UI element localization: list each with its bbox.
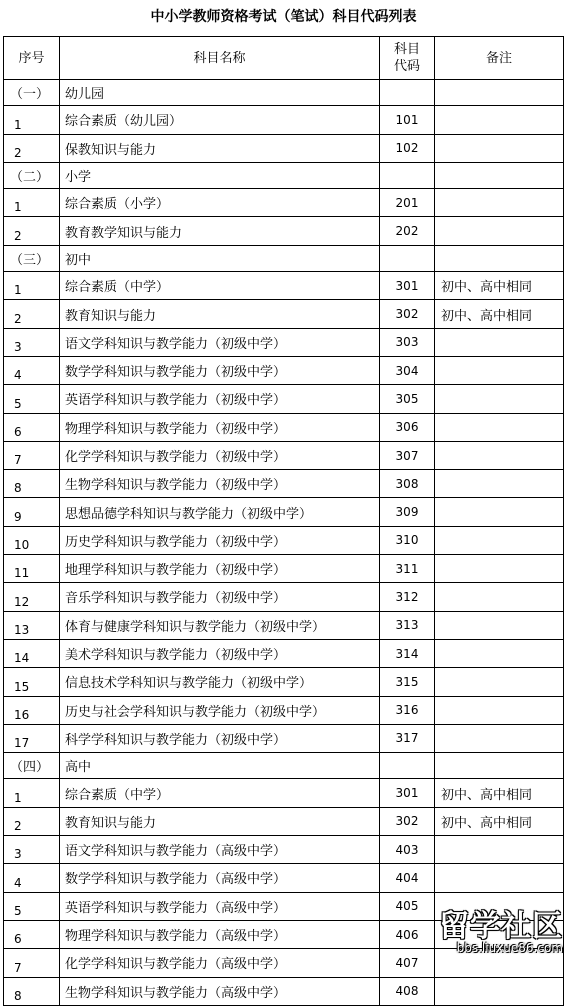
row-subject-name: 信息技术学科知识与教学能力（初级中学） bbox=[60, 668, 380, 696]
row-subject-code: 202 bbox=[380, 217, 435, 245]
row-subject-code: 101 bbox=[380, 106, 435, 134]
row-subject-name: 思想品德学科知识与教学能力（初级中学） bbox=[60, 498, 380, 526]
row-serial-number: 5 bbox=[4, 385, 60, 413]
row-serial-number: 8 bbox=[4, 977, 60, 1005]
table-row bbox=[4, 189, 564, 217]
row-subject-name: 教育知识与能力 bbox=[60, 807, 380, 835]
section-row bbox=[4, 162, 564, 188]
row-subject-code: 302 bbox=[380, 300, 435, 328]
header-note: 备注 bbox=[435, 37, 564, 80]
header-subject-code bbox=[380, 37, 435, 80]
table-row bbox=[4, 413, 564, 441]
table-row bbox=[4, 385, 564, 413]
section-name: 幼儿园 bbox=[60, 80, 380, 106]
row-subject-code: 315 bbox=[380, 668, 435, 696]
row-note bbox=[435, 441, 564, 469]
section-note-cell bbox=[435, 753, 564, 779]
row-subject-code: 310 bbox=[380, 526, 435, 554]
row-note bbox=[435, 413, 564, 441]
row-serial-number: 3 bbox=[4, 836, 60, 864]
row-note bbox=[435, 639, 564, 667]
table-row bbox=[4, 328, 564, 356]
section-note-cell bbox=[435, 245, 564, 271]
table-row bbox=[4, 864, 564, 892]
row-serial-number: 4 bbox=[4, 864, 60, 892]
row-subject-name: 生物学科知识与教学能力（高级中学） bbox=[60, 977, 380, 1005]
row-serial-number: 10 bbox=[4, 526, 60, 554]
table-row bbox=[4, 807, 564, 835]
row-subject-name: 综合素质（中学） bbox=[60, 272, 380, 300]
row-subject-code: 407 bbox=[380, 949, 435, 977]
row-serial-number: 2 bbox=[4, 300, 60, 328]
table-row bbox=[4, 977, 564, 1005]
table-row bbox=[4, 300, 564, 328]
row-note bbox=[435, 555, 564, 583]
row-subject-name: 教育教学知识与能力 bbox=[60, 217, 380, 245]
row-note: 初中、高中相同 bbox=[435, 779, 564, 807]
section-number: （四） bbox=[4, 753, 60, 779]
row-serial-number: 1 bbox=[4, 106, 60, 134]
row-note bbox=[435, 498, 564, 526]
table-row bbox=[4, 639, 564, 667]
row-subject-code: 404 bbox=[380, 864, 435, 892]
row-subject-code: 309 bbox=[380, 498, 435, 526]
row-subject-code: 201 bbox=[380, 189, 435, 217]
page-title: 中小学教师资格考试（笔试）科目代码列表 bbox=[150, 9, 417, 25]
row-subject-name: 化学学科知识与教学能力（初级中学） bbox=[60, 441, 380, 469]
table-row bbox=[4, 920, 564, 948]
subject-code-table bbox=[3, 36, 564, 1006]
section-name: 初中 bbox=[60, 245, 380, 271]
section-number: （三） bbox=[4, 245, 60, 271]
row-subject-code: 307 bbox=[380, 441, 435, 469]
row-note bbox=[435, 668, 564, 696]
row-note bbox=[435, 106, 564, 134]
section-name: 高中 bbox=[60, 753, 380, 779]
section-note-cell bbox=[435, 80, 564, 106]
row-serial-number: 11 bbox=[4, 555, 60, 583]
row-note bbox=[435, 892, 564, 920]
header-code-line1: 科目 bbox=[393, 42, 420, 57]
section-note-cell bbox=[435, 162, 564, 188]
row-serial-number: 15 bbox=[4, 668, 60, 696]
row-subject-name: 数学学科知识与教学能力（高级中学） bbox=[60, 864, 380, 892]
row-serial-number: 8 bbox=[4, 470, 60, 498]
row-serial-number: 2 bbox=[4, 217, 60, 245]
row-note bbox=[435, 470, 564, 498]
row-subject-code: 102 bbox=[380, 134, 435, 162]
table-row bbox=[4, 217, 564, 245]
table-row bbox=[4, 441, 564, 469]
row-serial-number: 6 bbox=[4, 920, 60, 948]
header-serial-number: 序号 bbox=[4, 37, 60, 80]
row-subject-name: 生物学科知识与教学能力（初级中学） bbox=[60, 470, 380, 498]
row-subject-name: 历史与社会学科知识与教学能力（初级中学） bbox=[60, 696, 380, 724]
section-name: 小学 bbox=[60, 162, 380, 188]
row-note: 初中、高中相同 bbox=[435, 807, 564, 835]
row-note bbox=[435, 134, 564, 162]
section-row bbox=[4, 245, 564, 271]
row-subject-code: 308 bbox=[380, 470, 435, 498]
row-serial-number: 14 bbox=[4, 639, 60, 667]
row-serial-number: 2 bbox=[4, 134, 60, 162]
table-row bbox=[4, 949, 564, 977]
table-row bbox=[4, 272, 564, 300]
row-subject-code: 311 bbox=[380, 555, 435, 583]
table-row bbox=[4, 106, 564, 134]
row-note bbox=[435, 920, 564, 948]
row-serial-number: 5 bbox=[4, 892, 60, 920]
row-note bbox=[435, 583, 564, 611]
row-note bbox=[435, 526, 564, 554]
row-subject-code: 408 bbox=[380, 977, 435, 1005]
row-serial-number: 6 bbox=[4, 413, 60, 441]
row-note bbox=[435, 189, 564, 217]
row-subject-name: 保教知识与能力 bbox=[60, 134, 380, 162]
row-subject-name: 历史学科知识与教学能力（初级中学） bbox=[60, 526, 380, 554]
row-subject-code: 301 bbox=[380, 779, 435, 807]
row-serial-number: 3 bbox=[4, 328, 60, 356]
row-subject-name: 语文学科知识与教学能力（初级中学） bbox=[60, 328, 380, 356]
header-subject-name: 科目名称 bbox=[60, 37, 380, 80]
row-subject-code: 403 bbox=[380, 836, 435, 864]
row-note bbox=[435, 328, 564, 356]
row-serial-number: 7 bbox=[4, 949, 60, 977]
row-subject-name: 数学学科知识与教学能力（初级中学） bbox=[60, 356, 380, 384]
row-note bbox=[435, 385, 564, 413]
row-subject-code: 305 bbox=[380, 385, 435, 413]
section-number: （二） bbox=[4, 162, 60, 188]
table-row bbox=[4, 668, 564, 696]
table-body bbox=[4, 80, 564, 1006]
row-subject-name: 物理学科知识与教学能力（高级中学） bbox=[60, 920, 380, 948]
row-subject-name: 综合素质（幼儿园） bbox=[60, 106, 380, 134]
row-serial-number: 12 bbox=[4, 583, 60, 611]
table-row bbox=[4, 526, 564, 554]
row-note bbox=[435, 611, 564, 639]
row-subject-code: 306 bbox=[380, 413, 435, 441]
row-note bbox=[435, 977, 564, 1005]
row-subject-name: 英语学科知识与教学能力（初级中学） bbox=[60, 385, 380, 413]
table-row bbox=[4, 779, 564, 807]
header-code-line2: 代码 bbox=[393, 59, 420, 74]
row-note: 初中、高中相同 bbox=[435, 300, 564, 328]
row-serial-number: 9 bbox=[4, 498, 60, 526]
table-row bbox=[4, 498, 564, 526]
row-note bbox=[435, 836, 564, 864]
row-subject-code: 406 bbox=[380, 920, 435, 948]
section-code-cell bbox=[380, 80, 435, 106]
row-subject-name: 语文学科知识与教学能力（高级中学） bbox=[60, 836, 380, 864]
table-row bbox=[4, 611, 564, 639]
table-row bbox=[4, 724, 564, 752]
row-serial-number: 16 bbox=[4, 696, 60, 724]
section-number: （一） bbox=[4, 80, 60, 106]
row-subject-code: 312 bbox=[380, 583, 435, 611]
row-note: 初中、高中相同 bbox=[435, 272, 564, 300]
table-row bbox=[4, 470, 564, 498]
row-note bbox=[435, 217, 564, 245]
row-subject-name: 综合素质（小学） bbox=[60, 189, 380, 217]
section-row bbox=[4, 80, 564, 106]
row-subject-name: 教育知识与能力 bbox=[60, 300, 380, 328]
row-subject-code: 317 bbox=[380, 724, 435, 752]
row-subject-name: 地理学科知识与教学能力（初级中学） bbox=[60, 555, 380, 583]
row-subject-code: 301 bbox=[380, 272, 435, 300]
row-subject-code: 302 bbox=[380, 807, 435, 835]
section-row bbox=[4, 753, 564, 779]
row-subject-code: 314 bbox=[380, 639, 435, 667]
row-serial-number: 13 bbox=[4, 611, 60, 639]
row-serial-number: 17 bbox=[4, 724, 60, 752]
table-row bbox=[4, 892, 564, 920]
row-subject-code: 313 bbox=[380, 611, 435, 639]
row-serial-number: 1 bbox=[4, 272, 60, 300]
table-row bbox=[4, 836, 564, 864]
row-note bbox=[435, 724, 564, 752]
table-header-row bbox=[4, 37, 564, 80]
watermark-url: bbs.liuxue86.com bbox=[456, 941, 563, 955]
row-serial-number: 2 bbox=[4, 807, 60, 835]
row-subject-name: 音乐学科知识与教学能力（初级中学） bbox=[60, 583, 380, 611]
row-serial-number: 1 bbox=[4, 779, 60, 807]
table-row bbox=[4, 696, 564, 724]
row-note bbox=[435, 864, 564, 892]
row-subject-name: 科学学科知识与教学能力（初级中学） bbox=[60, 724, 380, 752]
row-serial-number: 7 bbox=[4, 441, 60, 469]
table-row bbox=[4, 583, 564, 611]
row-note bbox=[435, 949, 564, 977]
table-row bbox=[4, 134, 564, 162]
table-row bbox=[4, 356, 564, 384]
row-subject-name: 物理学科知识与教学能力（初级中学） bbox=[60, 413, 380, 441]
row-note bbox=[435, 696, 564, 724]
row-subject-code: 316 bbox=[380, 696, 435, 724]
row-serial-number: 4 bbox=[4, 356, 60, 384]
row-subject-code: 405 bbox=[380, 892, 435, 920]
row-subject-name: 综合素质（中学） bbox=[60, 779, 380, 807]
section-code-cell bbox=[380, 245, 435, 271]
table-row bbox=[4, 555, 564, 583]
row-subject-name: 美术学科知识与教学能力（初级中学） bbox=[60, 639, 380, 667]
row-subject-code: 304 bbox=[380, 356, 435, 384]
row-subject-name: 体育与健康学科知识与教学能力（初级中学） bbox=[60, 611, 380, 639]
row-subject-code: 303 bbox=[380, 328, 435, 356]
row-serial-number: 1 bbox=[4, 189, 60, 217]
section-code-cell bbox=[380, 753, 435, 779]
row-note bbox=[435, 356, 564, 384]
row-subject-name: 英语学科知识与教学能力（高级中学） bbox=[60, 892, 380, 920]
row-subject-name: 化学学科知识与教学能力（高级中学） bbox=[60, 949, 380, 977]
section-code-cell bbox=[380, 162, 435, 188]
watermark-logo-text: 留学社区 bbox=[439, 909, 563, 944]
